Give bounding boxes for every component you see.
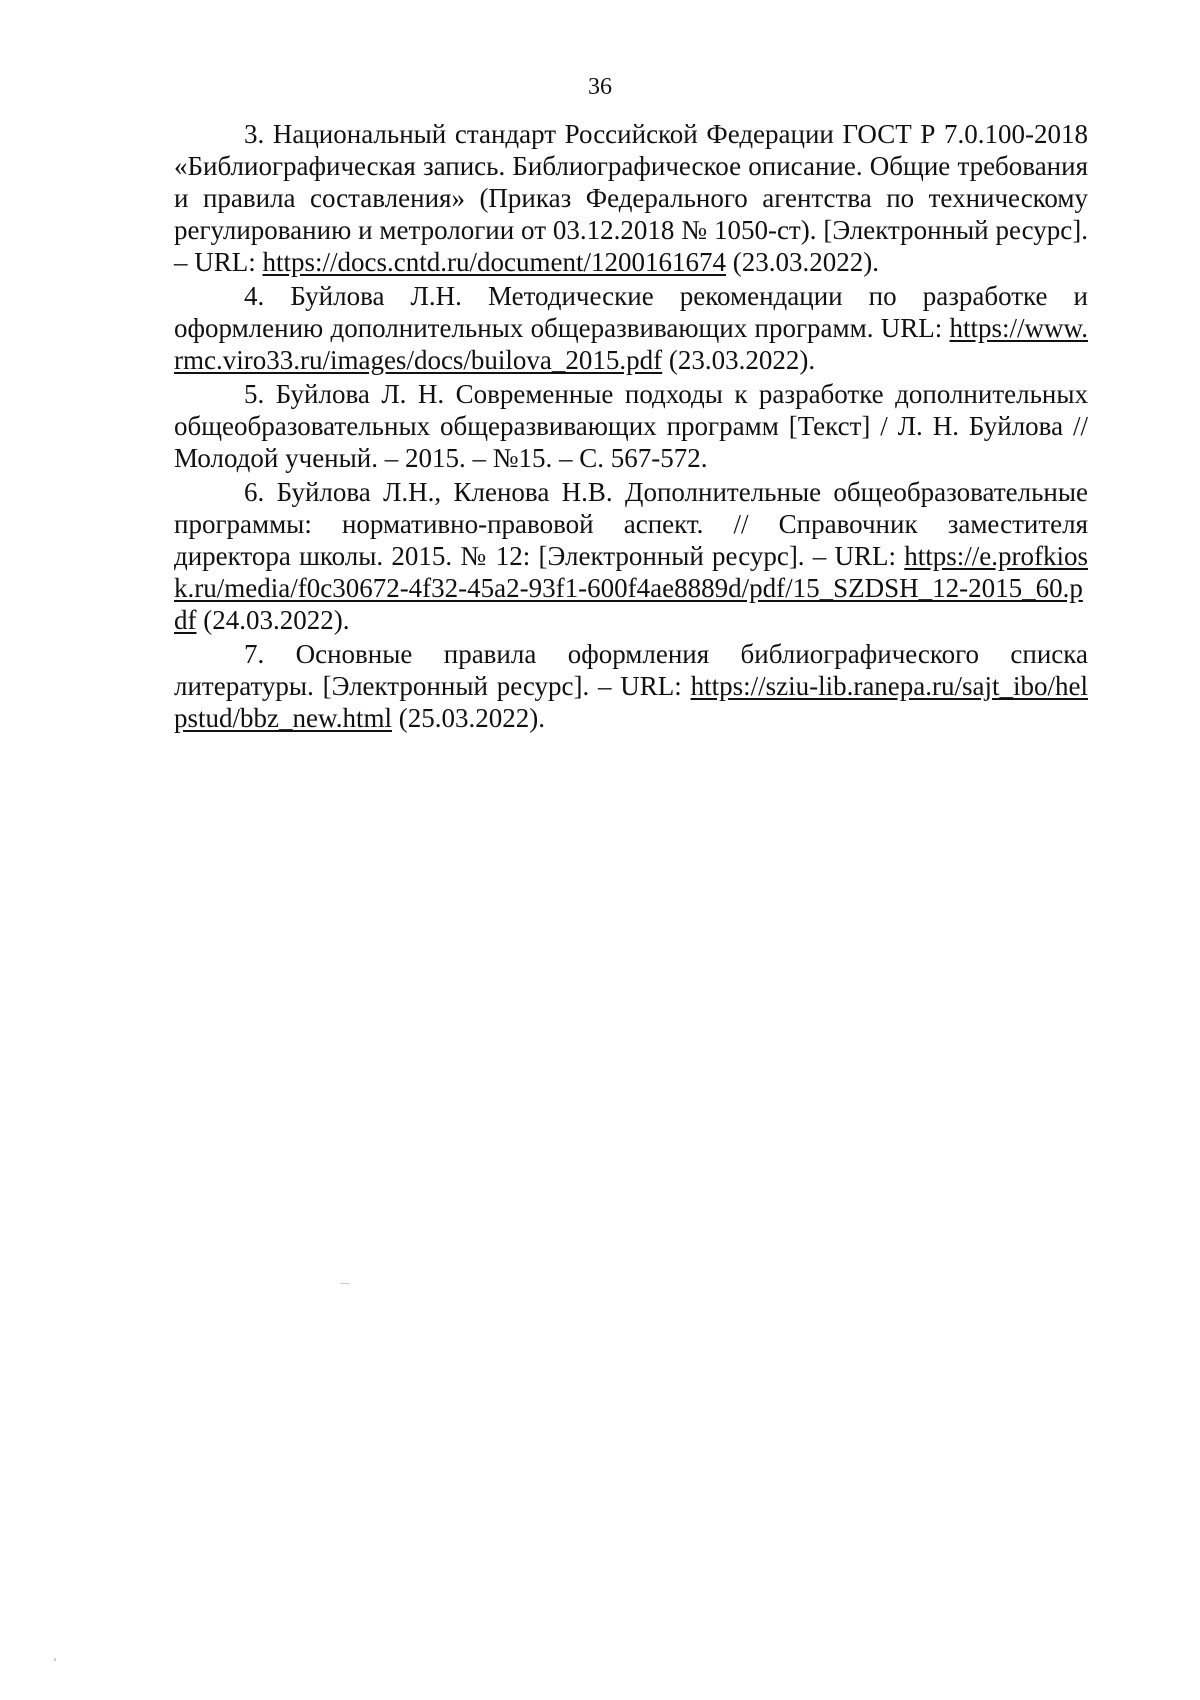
reference-date: (23.03.2022). (662, 345, 816, 375)
scan-artifact-mark (340, 1283, 350, 1284)
reference-number: 3. (244, 119, 265, 149)
reference-number: 5. (244, 379, 265, 409)
reference-text: Основные правила оформления библиографического списка литературы. [Электронный ресурс]. – URL: (174, 639, 1088, 701)
reference-number: 7. (244, 639, 265, 669)
reference-text: Буйлова Л. Н. Современные подходы к разработке дополнительных общеобразовательных общеразвивающих программ [Текст] / Л. Н. Буйлова // Молодой ученый. – 2015. – №15. – С. 567-572. (174, 379, 1088, 473)
reference-item-6 (174, 476, 1088, 636)
reference-text: Национальный стандарт Российской Федерации ГОСТ Р 7.0.100-2018 «Библиографическая запись. Библиографическое описание. Общие требования и правила составления» (Приказ Федерального агентства по техническому регулированию и метрологии от 03.12.2018 № 1050-ст). [Электронный ресурс]. – URL: (174, 119, 1088, 277)
reference-number: 6. (244, 477, 265, 507)
reference-text: Буйлова Л.Н., Кленова Н.В. Дополнительные общеобразовательные программы: нормативно-правовой аспект. // Справочник заместителя директора школы. 2015. № 12: [Электронный ресурс]. – URL: (174, 477, 1088, 571)
reference-link[interactable]: https://docs.cntd.ru/document/1200161674 (262, 247, 726, 277)
scan-artifact-mark (54, 1658, 56, 1661)
reference-date: (24.03.2022). (196, 605, 350, 635)
reference-date: (25.03.2022). (391, 703, 545, 733)
reference-link[interactable]: https://sziu-lib.ranepa.ru/sajt_ibo/helpstud/bbz_new.html (174, 671, 1088, 733)
reference-date: (23.03.2022). (725, 247, 879, 277)
reference-list (174, 118, 1088, 736)
reference-item-7 (174, 638, 1088, 734)
reference-number: 4. (244, 281, 265, 311)
reference-item-4 (174, 280, 1088, 376)
reference-link[interactable]: https://e.profkiosk.ru/media/f0c30672-4f32-45a2-93f1-600f4ae8889d/pdf/15_SZDSH_12-2015_60.pdf (174, 541, 1088, 635)
reference-item-5 (174, 378, 1088, 474)
reference-link[interactable]: https://www.rmc.viro33.ru/images/docs/builova_2015.pdf (174, 313, 1088, 375)
page-number: 36 (588, 74, 612, 100)
reference-text: Буйлова Л.Н. Методические рекомендации по разработке и оформлению дополнительных общеразвивающих программ. URL: (174, 281, 1088, 343)
reference-item-3 (174, 118, 1088, 278)
